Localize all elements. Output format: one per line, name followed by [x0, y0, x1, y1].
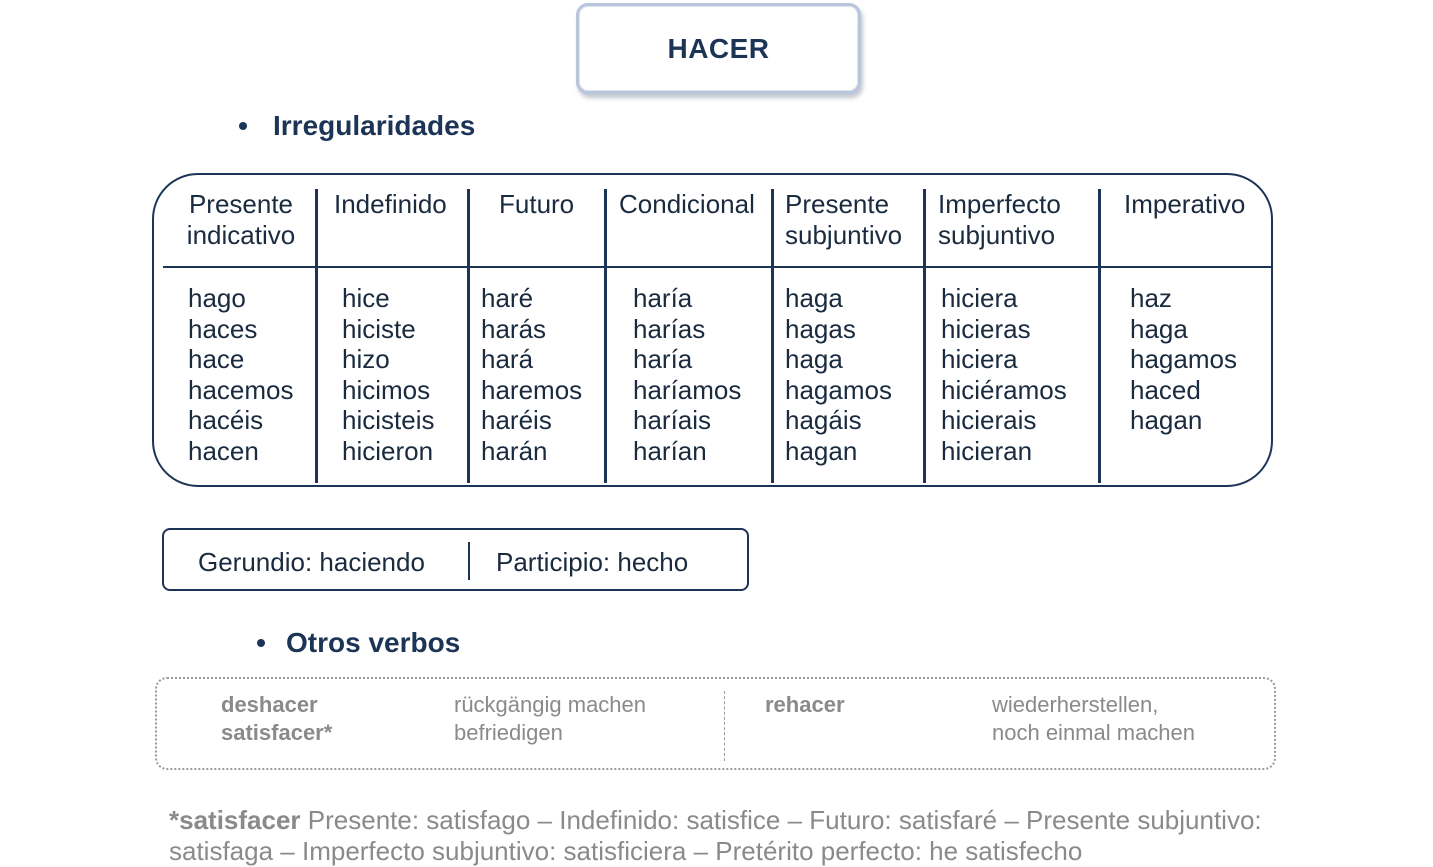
column-forms-presente-subjuntivo — [785, 283, 892, 467]
other-translation: noch einmal machen — [992, 720, 1196, 745]
verb-form: hago — [188, 283, 246, 313]
column-header-condicional — [619, 189, 755, 220]
other-translations-left-list — [454, 691, 646, 747]
column-forms-presente-indicativo — [188, 283, 294, 467]
column-forms-imperfecto-subjuntivo — [941, 283, 1067, 467]
verb-form: haces — [188, 313, 258, 344]
column-header-presente-indicativo — [182, 189, 300, 251]
verb-form: hiciste — [342, 313, 416, 344]
column-forms-futuro — [481, 283, 582, 467]
footnote — [169, 805, 1369, 867]
verb-form: hicieran — [941, 435, 1033, 466]
column-header-imperfecto-subjuntivo — [938, 189, 1061, 251]
verb-form: hiciera — [941, 344, 1018, 375]
verb-form: haga — [785, 283, 843, 313]
column-header-imperativo — [1124, 189, 1245, 220]
other-translations-right-list — [992, 691, 1195, 747]
verb-form: hizo — [342, 344, 390, 375]
other-verb: deshacer — [221, 692, 318, 717]
verb-form: hará — [481, 344, 534, 375]
non-finite-forms-box — [162, 528, 749, 591]
verb-form: haz — [1130, 283, 1172, 313]
verb-form: hicimos — [342, 374, 431, 405]
conjugation-table — [152, 173, 1273, 487]
verb-form: hace — [188, 344, 245, 375]
verb-form: hagan — [1130, 405, 1203, 436]
other-translation: wiederherstellen, — [992, 692, 1159, 717]
verb-form: haríamos — [633, 374, 742, 405]
section-heading-others — [257, 627, 460, 659]
other-translation: rückgängig machen — [454, 692, 647, 717]
footnote-verb: *satisfacer — [169, 805, 301, 835]
column-divider — [604, 189, 607, 483]
bullet-icon — [239, 122, 247, 130]
column-divider — [315, 189, 318, 483]
column-forms-indefinido — [342, 283, 434, 467]
column-header-presente-subjuntivo — [785, 189, 902, 251]
verb-form: haga — [1130, 313, 1188, 344]
verb-form: hacemos — [188, 374, 294, 405]
verb-form: haríais — [633, 405, 712, 436]
page-title: HACER — [667, 32, 770, 64]
header-line: Presente — [188, 189, 294, 219]
verb-form: hagamos — [785, 374, 892, 405]
title-box — [576, 3, 861, 94]
header-line: indicativo — [186, 220, 296, 250]
verb-form: hagáis — [785, 405, 862, 436]
table-header-divider — [163, 266, 1273, 268]
header-line: Imperfecto — [938, 189, 1061, 219]
verb-form: harás — [481, 313, 547, 344]
header-line: Futuro — [499, 189, 575, 219]
verb-form: harían — [633, 435, 707, 466]
column-forms-imperativo — [1130, 283, 1237, 436]
verb-form: harán — [481, 435, 548, 466]
header-line: Presente — [785, 189, 890, 219]
other-verbs-right-list — [765, 691, 845, 719]
header-line: Imperativo — [1124, 189, 1246, 219]
column-forms-condicional — [633, 283, 741, 467]
verb-form: hacéis — [188, 405, 264, 436]
footnote-text: Presente: satisfago – Indefinido: satisfice – Futuro: satisfaré – Presente subjuntivo: satisfaga – Imperfecto subjuntivo: satisficiera – Pretérito perfecto: he satisfecho — [169, 805, 1262, 866]
verb-form: haría — [633, 283, 693, 313]
header-line: Indefinido — [334, 189, 447, 219]
verb-form: haréis — [481, 405, 552, 436]
verb-form: haremos — [481, 374, 583, 405]
other-verbs-left-list — [221, 691, 332, 747]
gerundio-text: Gerundio: haciendo — [198, 547, 425, 577]
column-divider — [771, 189, 774, 483]
other-verb: satisfacer* — [221, 720, 333, 745]
column-divider — [467, 189, 470, 483]
verb-form: hicisteis — [342, 405, 435, 436]
verb-form: hagan — [785, 435, 858, 466]
verb-form: haría — [633, 344, 693, 375]
participio-text: Participio: hecho — [496, 547, 689, 577]
verb-form: hicieron — [342, 435, 434, 466]
header-line: Condicional — [619, 189, 755, 219]
other-verb: rehacer — [765, 692, 845, 717]
verb-form: hiciéramos — [941, 374, 1067, 405]
header-line: subjuntivo — [938, 220, 1056, 250]
other-verbs-divider — [724, 691, 725, 761]
verb-form: haga — [785, 344, 843, 375]
forms-divider — [468, 542, 470, 580]
verb-form: hice — [342, 283, 390, 313]
section-title-irregular: Irregularidades — [273, 110, 476, 141]
verb-form: hagas — [785, 313, 856, 344]
verb-form: hacen — [188, 435, 259, 466]
other-translation: befriedigen — [454, 720, 563, 745]
verb-form: harías — [633, 313, 706, 344]
column-divider — [1098, 189, 1101, 483]
verb-form: hicieras — [941, 313, 1031, 344]
column-header-futuro — [499, 189, 574, 220]
verb-form: hagamos — [1130, 344, 1237, 375]
bullet-icon — [257, 639, 265, 647]
verb-form: haré — [481, 283, 534, 313]
verb-form: hiciera — [941, 283, 1018, 313]
column-divider — [923, 189, 926, 483]
other-verbs-box — [155, 677, 1276, 770]
verb-form: hicierais — [941, 405, 1037, 436]
verb-form: haced — [1130, 374, 1201, 405]
column-header-indefinido — [334, 189, 447, 220]
section-heading-irregular — [239, 110, 475, 142]
section-title-others: Otros verbos — [286, 627, 461, 658]
header-line: subjuntivo — [785, 220, 903, 250]
